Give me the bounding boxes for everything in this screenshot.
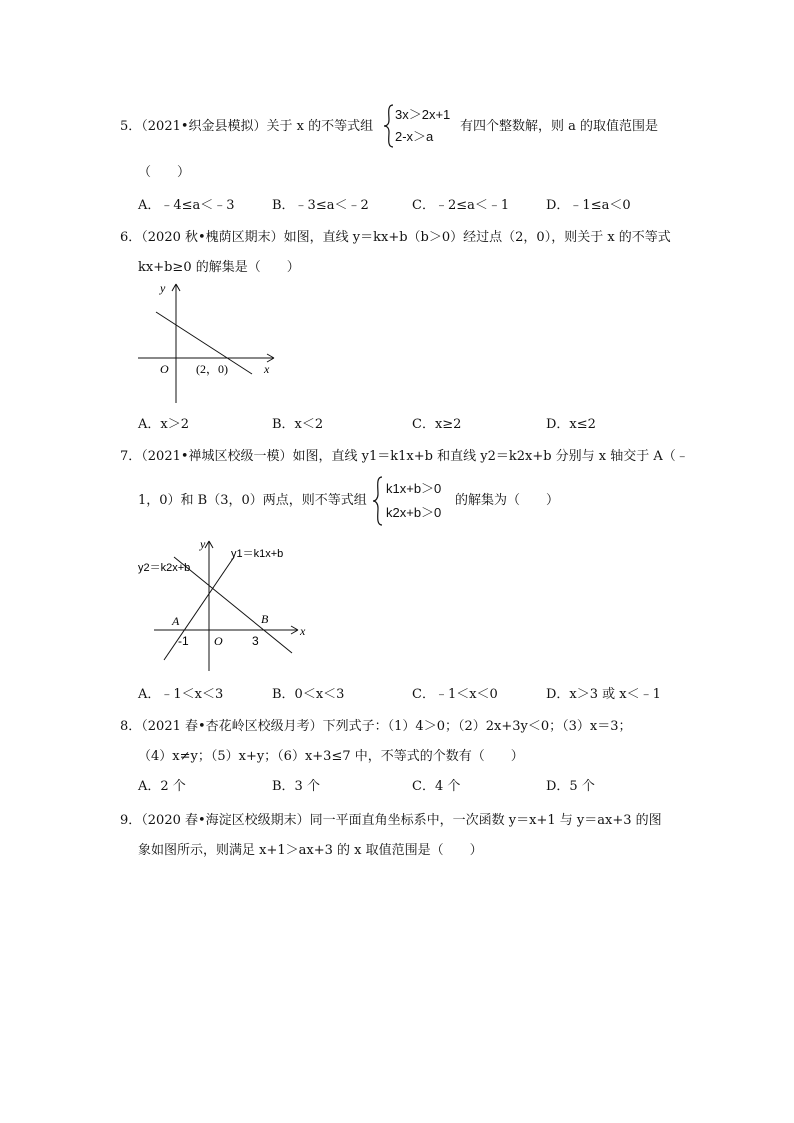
- q7-point-a-label: A: [172, 614, 180, 628]
- q6-point-label: (2，0): [196, 362, 228, 376]
- q7-option-a[interactable]: A．﹣1＜x＜3: [138, 687, 224, 702]
- q5-answer-paren: （ ）: [138, 165, 191, 180]
- q7-line-y2-label: y2＝k2x+b: [138, 562, 191, 574]
- q6-option-c[interactable]: C．x≥2: [412, 417, 462, 432]
- q7-line-y1-label: y1＝k1x+b: [231, 548, 284, 560]
- q8-option-a[interactable]: A．2 个: [138, 779, 186, 794]
- q8-option-b[interactable]: B．3 个: [272, 779, 320, 794]
- q5-stem-prefix: 5．（2021•织金县模拟）关于 x 的不等式组: [120, 119, 374, 134]
- q7-option-d[interactable]: D．x＞3 或 x＜﹣1: [546, 687, 661, 702]
- q7-option-c[interactable]: C．﹣1＜x＜0: [412, 687, 498, 702]
- q5-inequality-system: [383, 104, 451, 152]
- q9-stem-line-2: 象如图所示，则满足 x+1＞ax+3 的 x 取值范围是（ ）: [138, 843, 483, 858]
- q8-option-c[interactable]: C．4 个: [412, 779, 461, 794]
- q7-option-b[interactable]: B．0＜x＜3: [272, 687, 345, 702]
- left-brace-icon: [372, 476, 384, 526]
- q7-stem-line-2-suffix: 的解集为（ ）: [455, 493, 560, 508]
- q5-system-line-1: 3x＞2x+1: [395, 107, 451, 122]
- q5-system-line-2: 2-x＞a: [395, 129, 434, 144]
- q5-option-d[interactable]: D．﹣1≤a＜0: [546, 198, 631, 213]
- q7-x-label: x: [300, 624, 306, 638]
- q5-stem-suffix: 有四个整数解，则 a 的取值范围是: [460, 119, 659, 134]
- q7-origin-label: O: [214, 634, 223, 648]
- q5-option-c[interactable]: C．﹣2≤a＜﹣1: [412, 198, 510, 213]
- q6-option-a[interactable]: A．x＞2: [138, 417, 189, 432]
- q6-y-label: y: [160, 281, 166, 295]
- q7-point-b-label: B: [261, 612, 269, 626]
- q6-graph: [134, 278, 284, 408]
- q6-origin-label: O: [160, 362, 169, 376]
- q8-option-d[interactable]: D．5 个: [546, 779, 595, 794]
- q6-option-d[interactable]: D．x≤2: [546, 417, 596, 432]
- q7-system-line-1: k1x+b＞0: [386, 481, 442, 496]
- q6-stem-line-1: 6．（2020 秋•槐荫区期末）如图，直线 y＝kx+b（b＞0）经过点（2，0），则关于 x 的不等式: [120, 230, 671, 245]
- q8-stem-line-2: （4）x≠y；（5）x+y；（6）x+3≤7 中，不等式的个数有（ ）: [138, 749, 524, 764]
- q7-stem-line-2-prefix: 1，0）和 B（3，0）两点，则不等式组: [138, 493, 367, 508]
- q7-tick-neg1: -1: [178, 634, 189, 648]
- q6-x-label: x: [264, 362, 270, 376]
- q7-system-line-2: k2x+b＞0: [386, 505, 442, 520]
- q6-stem-line-2: kx+b≥0 的解集是（ ）: [138, 260, 300, 275]
- q6-option-b[interactable]: B．x＜2: [272, 417, 324, 432]
- q7-inequality-system: [372, 476, 442, 530]
- q7-graph: [134, 535, 314, 675]
- q7-tick-3: 3: [252, 634, 259, 648]
- q5-option-b[interactable]: B．﹣3≤a＜﹣2: [272, 198, 369, 213]
- q9-stem-line-1: 9．（2020 春•海淀区校级期末）同一平面直角坐标系中，一次函数 y＝x+1 与 y＝ax+3 的图: [120, 813, 662, 828]
- q7-line-y2: [174, 557, 292, 653]
- q7-stem-line-1: 7．（2021•禅城区校级一模）如图，直线 y1＝k1x+b 和直线 y2＝k2x+b 分别与 x 轴交于 A（﹣: [120, 449, 689, 464]
- left-brace-icon: [383, 104, 395, 148]
- q8-stem-line-1: 8．（2021 春•杏花岭区校级月考）下列式子：（1）4＞0；（2）2x+3y＜0；（3）x＝3；: [120, 719, 632, 734]
- q5-option-a[interactable]: A．﹣4≤a＜﹣3: [138, 198, 235, 213]
- q7-y-label: y: [200, 537, 206, 551]
